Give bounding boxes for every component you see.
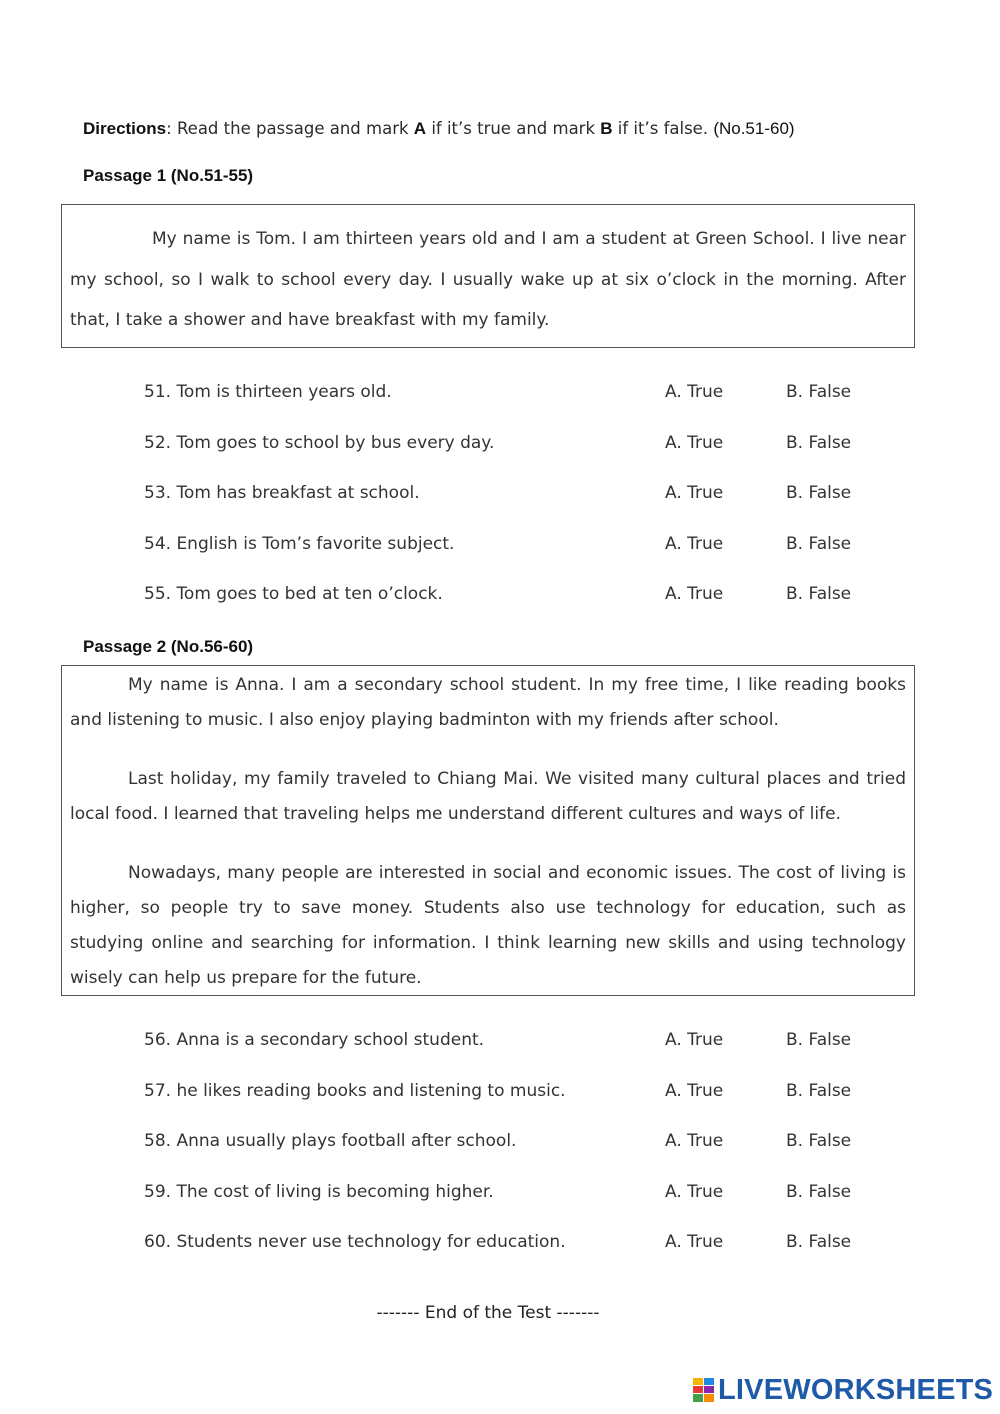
end-of-test: ------- End of the Test ------- [376,1303,600,1323]
question-53: 53. Tom has breakfast at school. [144,483,420,503]
question-52: 52. Tom goes to school by bus every day. [144,433,495,453]
question-57-option-a[interactable]: A. True [665,1081,724,1101]
directions-option-b: B [600,119,613,138]
question-55: 55. Tom goes to bed at ten o’clock. [144,584,443,604]
liveworksheets-logo [693,1374,993,1406]
question-59: 59. The cost of living is becoming higher. [144,1182,494,1202]
question-52-option-b[interactable]: B. False [786,433,852,453]
liveworksheets-icon [693,1376,715,1404]
directions-text-3: if it’s false. [612,119,714,138]
question-53-option-a[interactable]: A. True [665,483,724,503]
question-52-option-a[interactable]: A. True [665,433,724,453]
passage-2-paragraph-2: Last holiday, my family traveled to Chiang Mai. We visited many cultural places and tried local food. I learned that traveling helps me understand different cultures and ways of life. [70,769,906,824]
question-57: 57. he likes reading books and listening to music. [144,1081,566,1101]
question-59-option-b[interactable]: B. False [786,1182,852,1202]
question-55-option-b[interactable]: B. False [786,584,852,604]
question-58: 58. Anna usually plays football after school. [144,1131,517,1151]
liveworksheets-wordmark: LIVEWORKSHEETS [718,1373,994,1406]
passage-2-box [61,665,915,996]
passage-2-paragraph-3: Nowadays, many people are interested in social and economic issues. The cost of living is higher, so people try to save money. Students also use technology for education, such as studying online and searching for information. I think learning new skills and using technology wisely can help us prepare for the future. [70,863,906,988]
question-54-option-a[interactable]: A. True [665,534,724,554]
question-51: 51. Tom is thirteen years old. [144,382,392,402]
passage-1-heading: Passage 1 (No.51-55) [83,166,254,185]
question-56: 56. Anna is a secondary school student. [144,1030,485,1050]
passage-2-paragraph-1: My name is Anna. I am a secondary school student. In my free time, I like reading books and listening to music. I also enjoy playing badminton with my friends after school. [70,675,906,730]
passage-1-box [61,204,915,348]
question-55-option-a[interactable]: A. True [665,584,724,604]
question-60-option-b[interactable]: B. False [786,1232,852,1252]
question-54-option-b[interactable]: B. False [786,534,852,554]
passage-2-heading: Passage 2 (No.56-60) [83,637,254,656]
directions-range: (No.51-60) [713,119,795,138]
question-51-option-b[interactable]: B. False [786,382,852,402]
question-58-option-b[interactable]: B. False [786,1131,852,1151]
question-51-option-a[interactable]: A. True [665,382,724,402]
question-56-option-a[interactable]: A. True [665,1030,724,1050]
directions-text-2: if it’s true and mark [426,119,601,138]
directions-option-a: A [413,119,427,138]
question-58-option-a[interactable]: A. True [665,1131,724,1151]
question-59-option-a[interactable]: A. True [665,1182,724,1202]
question-60-option-a[interactable]: A. True [665,1232,724,1252]
question-56-option-b[interactable]: B. False [786,1030,852,1050]
passage-1-paragraph: My name is Tom. I am thirteen years old and I am a student at Green School. I live near my school, so I walk to school every day. I usually wake up at six o’clock in the morning. After that, I take a shower and have breakfast with my family. [70,229,906,330]
question-53-option-b[interactable]: B. False [786,483,852,503]
question-57-option-b[interactable]: B. False [786,1081,852,1101]
directions [83,119,795,139]
question-60: 60. Students never use technology for education. [144,1232,566,1252]
directions-label: Directions [83,119,167,138]
question-54: 54. English is Tom’s favorite subject. [144,534,455,554]
directions-text-1: : Read the passage and mark [166,119,414,138]
